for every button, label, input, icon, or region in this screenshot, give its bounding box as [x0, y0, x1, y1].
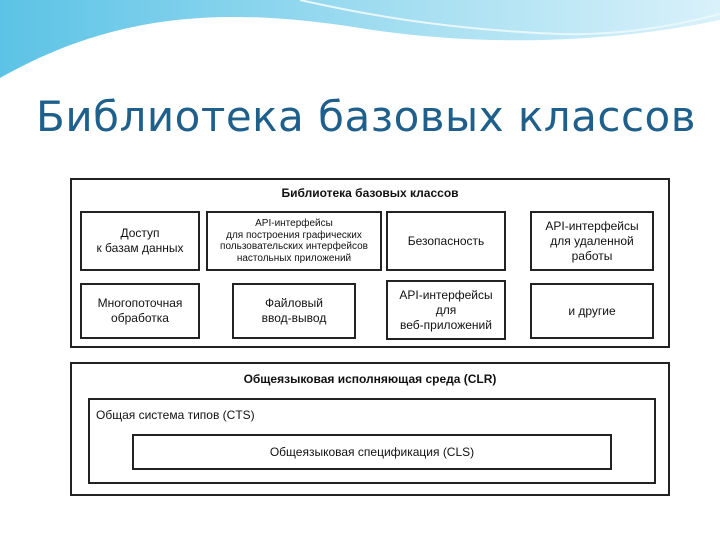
others-box	[530, 283, 654, 339]
cls-label: Общеязыковая спецификация (CLS)	[269, 444, 475, 459]
security-label: Безопасность	[407, 233, 485, 248]
slide-title: Библиотека базовых классов	[36, 92, 696, 141]
web-api-label: API-интерфейсы для веб-приложений	[399, 287, 493, 332]
security-box	[386, 211, 506, 271]
data-access-label: Доступ к базам данных	[96, 226, 184, 255]
multithreading-label: Многопоточная обработка	[97, 296, 183, 325]
header-wave-decoration	[0, 0, 720, 90]
cls-box	[132, 434, 612, 470]
base-class-library-title: Библиотека базовых классов	[281, 186, 459, 200]
clr-title: Общеязыковая исполняющая среда (CLR)	[243, 372, 497, 386]
file-io-label: Файловый ввод-вывод	[261, 296, 327, 325]
remote-api-label: API-интерфейсы для удаленной работы	[545, 218, 639, 263]
desktop-gui-api-label: API-интерфейсы для построения графических пользовательских интерфейсов настольных приложений	[220, 218, 368, 264]
multithreading-box	[80, 283, 200, 339]
cts-label: Общая система типов (CTS)	[96, 408, 255, 422]
data-access-box	[80, 211, 200, 271]
web-api-box	[386, 280, 506, 340]
remote-api-box	[530, 211, 654, 271]
others-label: и другие	[568, 303, 616, 318]
desktop-gui-api-box	[206, 211, 382, 271]
file-io-box	[232, 283, 356, 339]
